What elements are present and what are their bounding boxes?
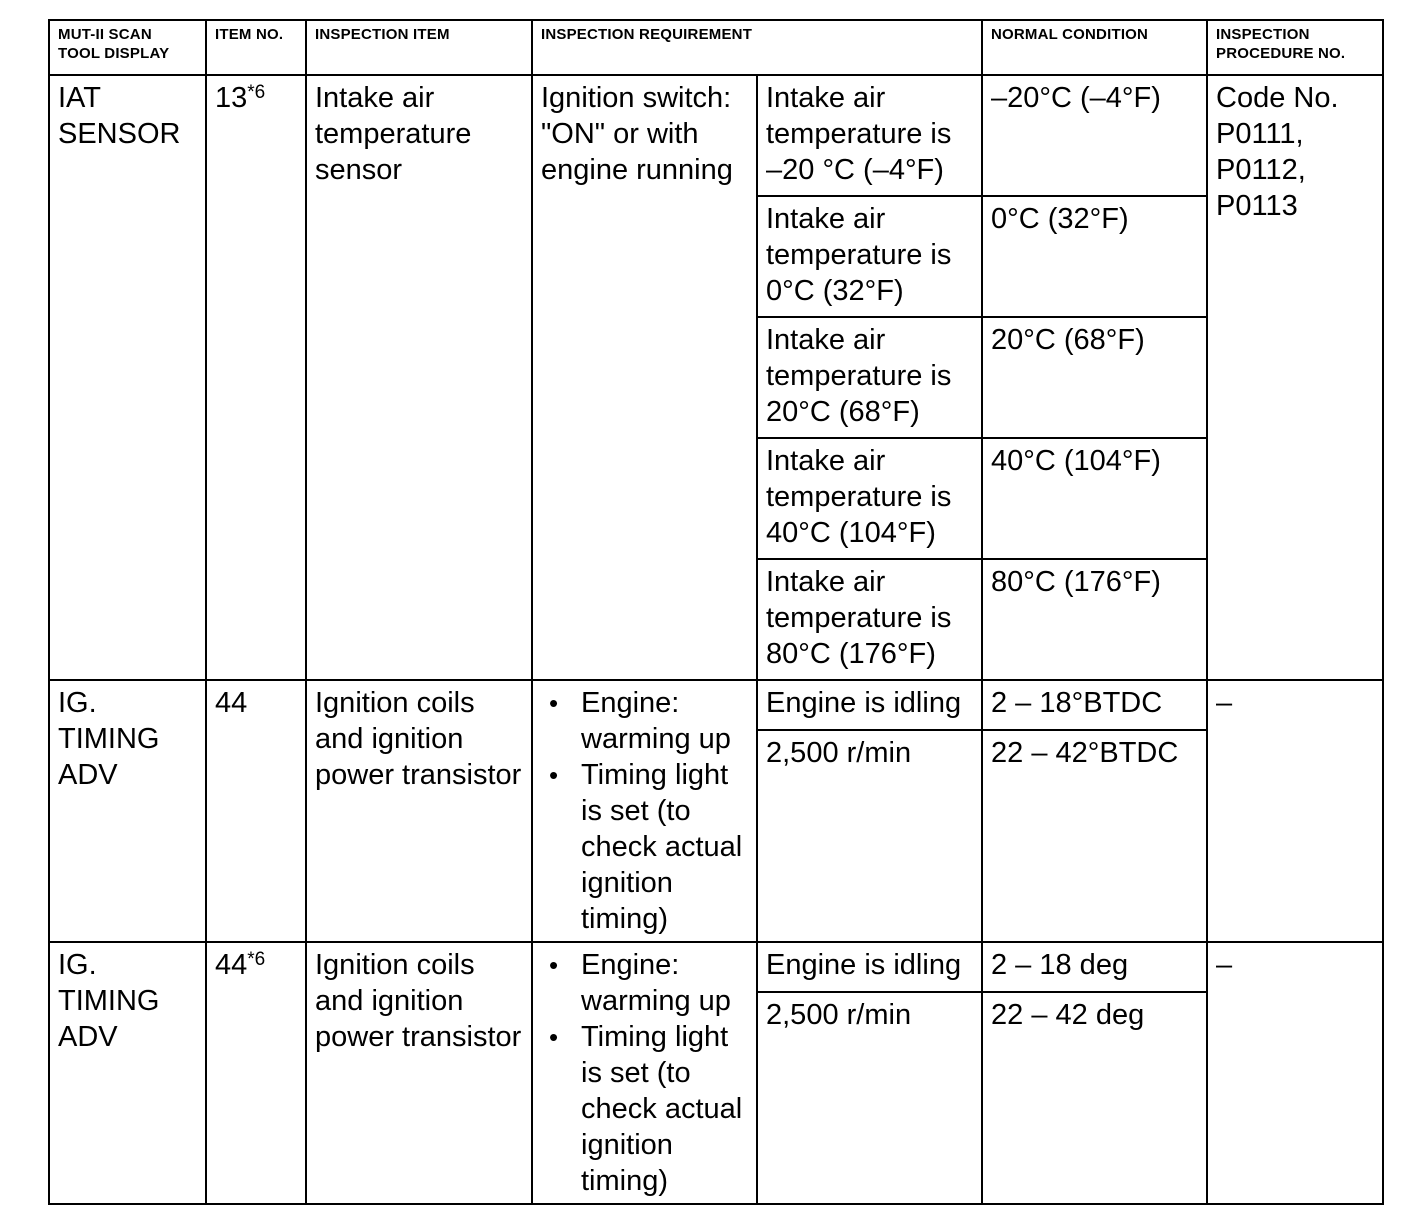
normal-condition-cell: 22 – 42°BTDC bbox=[982, 730, 1207, 942]
header-inspection-requirement: INSPECTION REQUIREMENT bbox=[532, 20, 982, 75]
display-cell: IG. TIMING ADV bbox=[49, 942, 206, 1204]
condition-requirement-cell: Engine is idling bbox=[757, 942, 982, 992]
table-row bbox=[49, 942, 1383, 992]
inspection-table bbox=[48, 19, 1384, 1205]
list-item: • Timing light is set (to check actual ignition timing) bbox=[541, 1019, 749, 1199]
header-item-no: ITEM NO. bbox=[206, 20, 306, 75]
list-item: • Timing light is set (to check actual ignition timing) bbox=[541, 757, 749, 937]
normal-condition-cell: 22 – 42 deg bbox=[982, 992, 1207, 1204]
normal-condition-cell: 2 – 18°BTDC bbox=[982, 680, 1207, 730]
display-cell: IG. TIMING ADV bbox=[49, 680, 206, 942]
normal-condition-cell: 2 – 18 deg bbox=[982, 942, 1207, 992]
list-item: • Engine: warming up bbox=[541, 685, 749, 757]
item-no-cell bbox=[206, 680, 306, 942]
procedure-cell: – bbox=[1207, 680, 1383, 942]
condition-requirement-cell: Intake air temperature is 80°C (176°F) bbox=[757, 559, 982, 680]
normal-condition-cell: 0°C (32°F) bbox=[982, 196, 1207, 317]
item-no-footnote: *6 bbox=[247, 949, 266, 970]
header-display: MUT-II SCAN TOOL DISPLAY bbox=[49, 20, 206, 75]
condition-requirement-cell: Intake air temperature is 0°C (32°F) bbox=[757, 196, 982, 317]
header-inspection-item: INSPECTION ITEM bbox=[306, 20, 532, 75]
condition-requirement-cell: Intake air temperature is –20 °C (–4°F) bbox=[757, 75, 982, 196]
header-procedure-no: INSPECTION PROCEDURE NO. bbox=[1207, 20, 1383, 75]
condition-requirement-cell: 2,500 r/min bbox=[757, 730, 982, 942]
procedure-cell: Code No. P0111, P0112, P0113 bbox=[1207, 75, 1383, 680]
header-row bbox=[49, 20, 1383, 75]
item-no: 44 bbox=[215, 949, 248, 981]
condition-requirement-cell: Intake air temperature is 40°C (104°F) bbox=[757, 438, 982, 559]
inspection-item-cell: Ignition coils and ignition power transistor bbox=[306, 942, 532, 1204]
requirement-list bbox=[541, 947, 749, 1199]
list-item: • Engine: warming up bbox=[541, 947, 749, 1019]
normal-condition-cell: 40°C (104°F) bbox=[982, 438, 1207, 559]
normal-condition-cell: 20°C (68°F) bbox=[982, 317, 1207, 438]
item-no-cell bbox=[206, 942, 306, 1204]
normal-condition-cell: 80°C (176°F) bbox=[982, 559, 1207, 680]
condition-requirement-cell: 2,500 r/min bbox=[757, 992, 982, 1204]
table-row bbox=[49, 680, 1383, 730]
requirement-cell: Ignition switch: "ON" or with engine running bbox=[532, 75, 757, 680]
display-cell: IAT SENSOR bbox=[49, 75, 206, 680]
item-no: 13 bbox=[215, 82, 248, 114]
procedure-cell: – bbox=[1207, 942, 1383, 1204]
inspection-item-cell: Intake air temperature sensor bbox=[306, 75, 532, 680]
condition-requirement-cell: Engine is idling bbox=[757, 680, 982, 730]
requirement-cell bbox=[532, 942, 757, 1204]
inspection-item-cell: Ignition coils and ignition power transistor bbox=[306, 680, 532, 942]
item-no-footnote: *6 bbox=[247, 82, 266, 103]
item-no-cell bbox=[206, 75, 306, 680]
requirement-list bbox=[541, 685, 749, 937]
table-row bbox=[49, 75, 1383, 196]
normal-condition-cell: –20°C (–4°F) bbox=[982, 75, 1207, 196]
condition-requirement-cell: Intake air temperature is 20°C (68°F) bbox=[757, 317, 982, 438]
requirement-cell bbox=[532, 680, 757, 942]
header-normal-condition: NORMAL CONDITION bbox=[982, 20, 1207, 75]
item-no: 44 bbox=[215, 687, 248, 719]
